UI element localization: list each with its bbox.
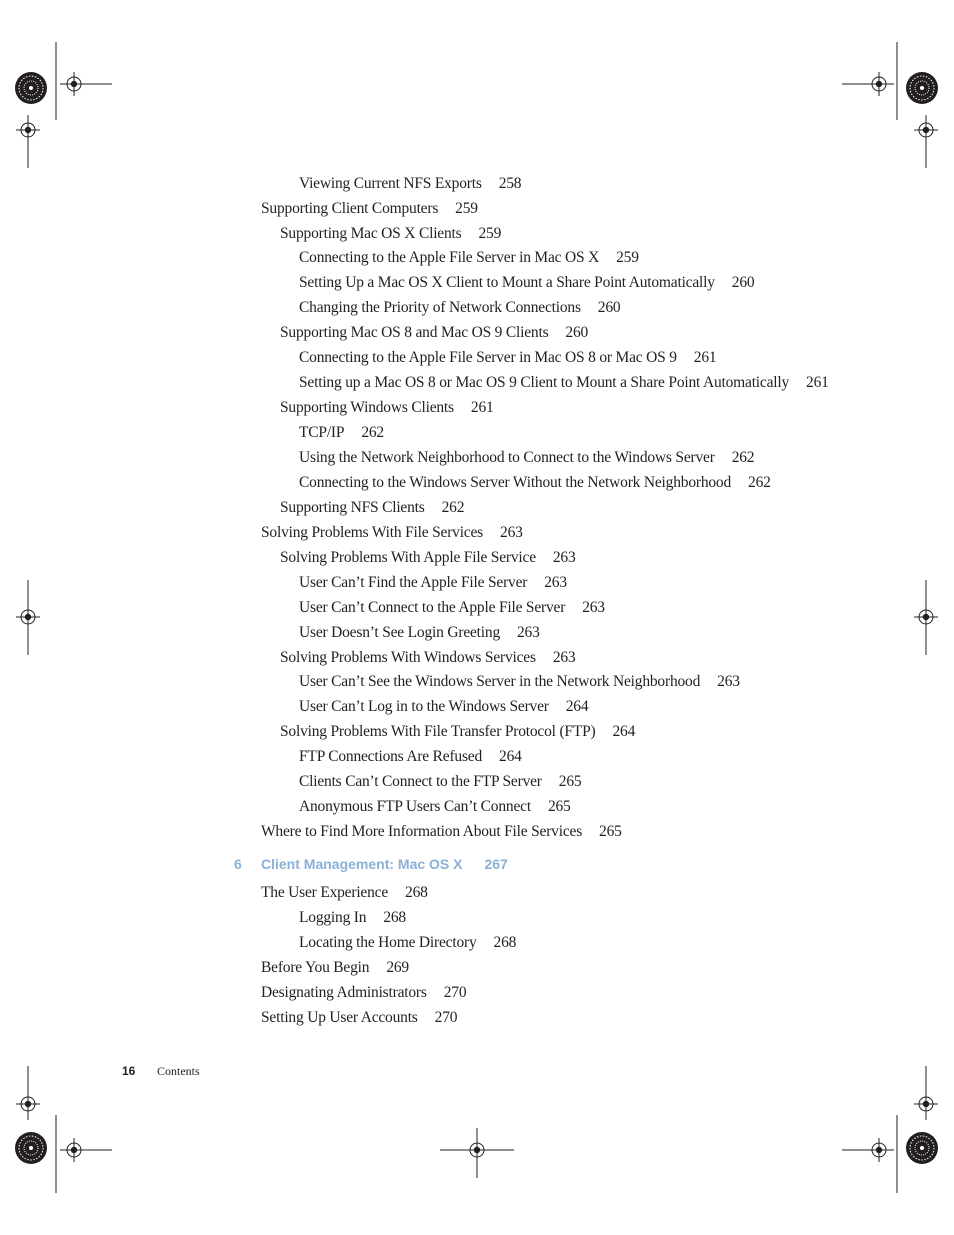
toc-entry[interactable] — [299, 748, 522, 766]
toc-entry-title: Solving Problems With Windows Services — [280, 649, 536, 666]
toc-entry[interactable] — [299, 299, 620, 317]
toc-entry-page: 259 — [455, 200, 478, 217]
toc-entry[interactable] — [261, 959, 409, 977]
footer-section-label: Contents — [157, 1064, 200, 1078]
chapter-title: Client Management: Mac OS X — [261, 856, 463, 872]
toc-entry-page: 260 — [597, 299, 621, 316]
toc-entry-page: 263 — [500, 524, 523, 541]
toc-entry[interactable] — [261, 524, 523, 542]
toc-entry-title: Using the Network Neighborhood to Connect to the Windows Server — [299, 449, 715, 466]
toc-entry[interactable] — [280, 549, 576, 567]
toc-entry-page: 264 — [499, 748, 522, 765]
toc-entry[interactable] — [299, 374, 829, 392]
toc-entry[interactable] — [299, 698, 588, 716]
toc-entry-title: Supporting Client Computers — [261, 200, 439, 217]
toc-entry-page: 265 — [599, 823, 622, 840]
toc-entry-page: 268 — [493, 934, 517, 951]
toc-entry[interactable] — [280, 324, 588, 342]
toc-entry[interactable] — [280, 399, 494, 417]
toc-entry-title: The User Experience — [261, 884, 389, 901]
toc-entry-page: 261 — [693, 349, 717, 366]
toc-entry-title: Supporting Mac OS 8 and Mac OS 9 Clients — [280, 324, 549, 341]
toc-entry[interactable] — [299, 249, 639, 267]
toc-entry[interactable] — [299, 909, 406, 927]
toc-entry-title: Supporting Windows Clients — [280, 399, 454, 416]
toc-entry[interactable] — [280, 225, 501, 243]
page-footer — [122, 1063, 200, 1079]
toc-entry-title: Locating the Home Directory — [299, 934, 477, 951]
toc-entry-page: 259 — [616, 249, 639, 266]
toc-entry-title: User Doesn’t See Login Greeting — [299, 624, 500, 641]
toc-entry-title: Before You Begin — [261, 959, 370, 976]
toc-entry-page: 265 — [558, 773, 582, 790]
toc-entry-page: 268 — [405, 884, 428, 901]
toc-entry-page: 262 — [361, 424, 384, 441]
toc-entry-page: 259 — [478, 225, 502, 242]
toc-entry-title: Solving Problems With File Transfer Protocol (FTP) — [280, 723, 596, 740]
toc-entry-page: 263 — [582, 599, 605, 616]
toc-entry-page: 262 — [441, 499, 465, 516]
toc-entry-title: Changing the Priority of Network Connections — [299, 299, 581, 316]
toc-entry[interactable] — [299, 773, 581, 791]
toc-entry-title: Setting up a Mac OS 8 or Mac OS 9 Client to Mount a Share Point Automatically — [299, 374, 790, 391]
toc-entry-title: FTP Connections Are Refused — [299, 748, 483, 765]
toc-entry-title: Where to Find More Information About File Services — [261, 823, 583, 840]
toc-entry[interactable] — [261, 1009, 457, 1027]
toc-entry-page: 260 — [565, 324, 589, 341]
toc-entry[interactable] — [280, 649, 575, 667]
toc-entry-title: Logging In — [299, 909, 367, 926]
toc-entry[interactable] — [299, 474, 771, 492]
toc-entry-title: TCP/IP — [299, 424, 345, 441]
chapter-number: 6 — [234, 856, 242, 872]
toc-entry-title: Connecting to the Windows Server Without the Network Neighborhood — [299, 474, 732, 491]
toc-entry-page: 265 — [547, 798, 571, 815]
toc-entry-title: Connecting to the Apple File Server in Mac OS 8 or Mac OS 9 — [299, 349, 677, 366]
toc-entry-page: 270 — [434, 1009, 458, 1026]
toc-entry[interactable] — [299, 673, 740, 691]
toc-entry-page: 268 — [383, 909, 406, 926]
toc-entry[interactable] — [299, 599, 605, 617]
toc-entry[interactable] — [261, 823, 622, 841]
toc-entry-title: Setting Up a Mac OS X Client to Mount a Share Point Automatically — [299, 274, 715, 291]
toc-entry[interactable] — [299, 424, 384, 442]
toc-entry-title: Viewing Current NFS Exports — [299, 175, 482, 192]
toc-entry-title: Setting Up User Accounts — [261, 1009, 418, 1026]
toc-entry-page: 264 — [612, 723, 636, 740]
toc-entry-title: Anonymous FTP Users Can’t Connect — [299, 798, 531, 815]
toc-entry-page: 258 — [498, 175, 522, 192]
toc-entry-title: User Can’t Log in to the Windows Server — [299, 698, 549, 715]
toc-entry-title: Connecting to the Apple File Server in Mac OS X — [299, 249, 600, 266]
toc-entry-page: 269 — [386, 959, 409, 976]
toc-entry-title: Supporting Mac OS X Clients — [280, 225, 462, 242]
toc-entry-title: Clients Can’t Connect to the FTP Server — [299, 773, 542, 790]
toc-entry-page: 270 — [443, 984, 467, 1001]
toc-entry[interactable] — [261, 884, 428, 902]
toc-entry-page: 260 — [731, 274, 755, 291]
toc-entry[interactable] — [299, 624, 540, 642]
toc-entry-page: 264 — [565, 698, 589, 715]
toc-entry-title: User Can’t See the Windows Server in the Network Neighborhood — [299, 673, 701, 690]
toc-entry-page: 263 — [552, 549, 576, 566]
toc-entry-title: Designating Administrators — [261, 984, 427, 1001]
chapter-heading[interactable] — [234, 855, 508, 873]
toc-entry[interactable] — [299, 175, 521, 193]
toc-entry[interactable] — [299, 574, 567, 592]
toc-entry[interactable] — [299, 934, 516, 952]
page-number: 16 — [122, 1064, 136, 1078]
toc-entry[interactable] — [261, 984, 466, 1002]
toc-entry-title: User Can’t Find the Apple File Server — [299, 574, 528, 591]
toc-entry-title: User Can’t Connect to the Apple File Server — [299, 599, 566, 616]
toc-entry[interactable] — [261, 200, 478, 218]
toc-entry-page: 263 — [552, 649, 576, 666]
toc-entry-page: 263 — [517, 624, 540, 641]
toc-entry-page: 262 — [748, 474, 771, 491]
toc-entry-page: 261 — [470, 399, 494, 416]
toc-entry-page: 263 — [544, 574, 567, 591]
toc-entry-title: Supporting NFS Clients — [280, 499, 425, 516]
toc-entry[interactable] — [299, 349, 716, 367]
toc-entry[interactable] — [299, 449, 754, 467]
toc-entry[interactable] — [280, 499, 464, 517]
toc-entry[interactable] — [299, 798, 571, 816]
toc-entry-page: 262 — [731, 449, 755, 466]
toc-entry[interactable] — [280, 723, 635, 741]
toc-entry-page: 261 — [806, 374, 829, 391]
chapter-page: 267 — [484, 856, 508, 872]
toc-entry-title: Solving Problems With File Services — [261, 524, 484, 541]
toc-entry-title: Solving Problems With Apple File Service — [280, 549, 536, 566]
toc-entry-page: 263 — [717, 673, 740, 690]
toc-entry[interactable] — [299, 274, 754, 292]
